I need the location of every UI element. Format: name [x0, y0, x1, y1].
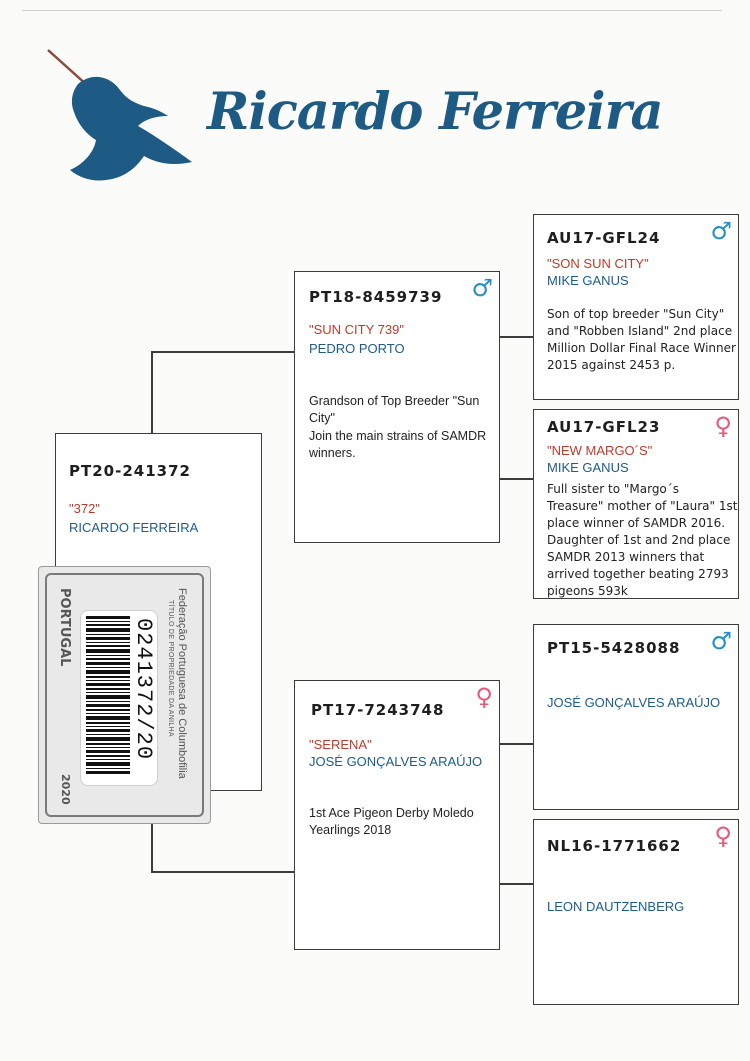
- dam-sire-box: [533, 624, 739, 810]
- sire-note: Join the main strains of SAMDR winners.: [309, 429, 487, 460]
- dam-dam-box: [533, 819, 739, 1005]
- dam-owner: JOSÉ GONÇALVES ARAÚJO: [309, 754, 483, 769]
- dam-sire-owner: JOSÉ GONÇALVES ARAÚJO: [547, 695, 721, 710]
- subject-name: "372": [69, 501, 100, 516]
- pigeon-logo-icon: [40, 42, 200, 187]
- sire-sire-ring: AU17-GFL24: [547, 229, 661, 247]
- sire-dam-note: Full sister to "Margo´s Treasure" mother of "Laura" 1st place winner of SAMDR 2016. Daughter of 1st and 2nd place SAMDR 2013 winners that arrived together beating 2793 pigeons 593k: [547, 482, 738, 598]
- sire-dam-ring: AU17-GFL23: [547, 418, 661, 436]
- sire-sire-box: [533, 214, 739, 400]
- sire-owner: PEDRO PORTO: [309, 341, 405, 356]
- connector: [151, 351, 294, 353]
- connector: [499, 883, 533, 885]
- female-symbol-icon: ♀: [714, 822, 732, 850]
- connector: [151, 871, 294, 873]
- female-symbol-icon: ♀: [475, 683, 493, 711]
- dam-dam-ring: NL16-1771662: [547, 837, 682, 855]
- dam-dam-owner: LEON DAUTZENBERG: [547, 899, 685, 914]
- male-symbol-icon: ♂: [710, 217, 732, 245]
- sire-sire-name: "SON SUN CITY": [547, 256, 649, 271]
- female-symbol-icon: ♀: [714, 412, 732, 440]
- band-tag-content: [50, 578, 200, 814]
- subject-owner: RICARDO FERREIRA: [69, 520, 199, 535]
- subject-ring: PT20-241372: [69, 462, 191, 480]
- tag-number: 0241372/20: [131, 618, 156, 761]
- dam-note: 1st Ace Pigeon Derby Moledo Yearlings 2018: [309, 806, 474, 837]
- sire-dam-box: [533, 409, 739, 599]
- male-symbol-icon: ♂: [471, 274, 493, 302]
- connector: [151, 822, 153, 872]
- tag-subtitle: TÍTULO DE PROPRIEDADE DA ANILHA: [167, 600, 174, 737]
- brand-name: Ricardo Ferreira: [207, 82, 663, 142]
- connector: [151, 351, 153, 434]
- dam-box: [294, 680, 500, 950]
- dam-name: "SERENA": [309, 737, 372, 752]
- tag-country: PORTUGAL: [57, 588, 72, 667]
- connector: [499, 478, 533, 480]
- tag-year: 2020: [59, 774, 72, 805]
- sire-dam-owner: MIKE GANUS: [547, 460, 629, 475]
- sire-sire-owner: MIKE GANUS: [547, 273, 629, 288]
- sire-name: "SUN CITY 739": [309, 322, 404, 337]
- dam-ring: PT17-7243748: [311, 701, 445, 719]
- dam-sire-ring: PT15-5428088: [547, 639, 681, 657]
- top-rule: [22, 10, 722, 11]
- connector: [499, 336, 533, 338]
- barcode: [86, 616, 130, 774]
- tag-federation: Federação Portuguesa de Columbofilia: [176, 588, 188, 779]
- sire-note: Grandson of Top Breeder "Sun City": [309, 394, 480, 425]
- connector: [499, 743, 533, 745]
- sire-sire-note: Son of top breeder "Sun City" and "Robben Island" 2nd place Million Dollar Final Race Winner 2015 against 2453 p.: [547, 307, 736, 372]
- band-tag: [38, 566, 211, 824]
- sire-box: [294, 271, 500, 543]
- sire-ring: PT18-8459739: [309, 288, 443, 306]
- male-symbol-icon: ♂: [710, 627, 732, 655]
- sire-dam-name: "NEW MARGO´S": [547, 443, 653, 458]
